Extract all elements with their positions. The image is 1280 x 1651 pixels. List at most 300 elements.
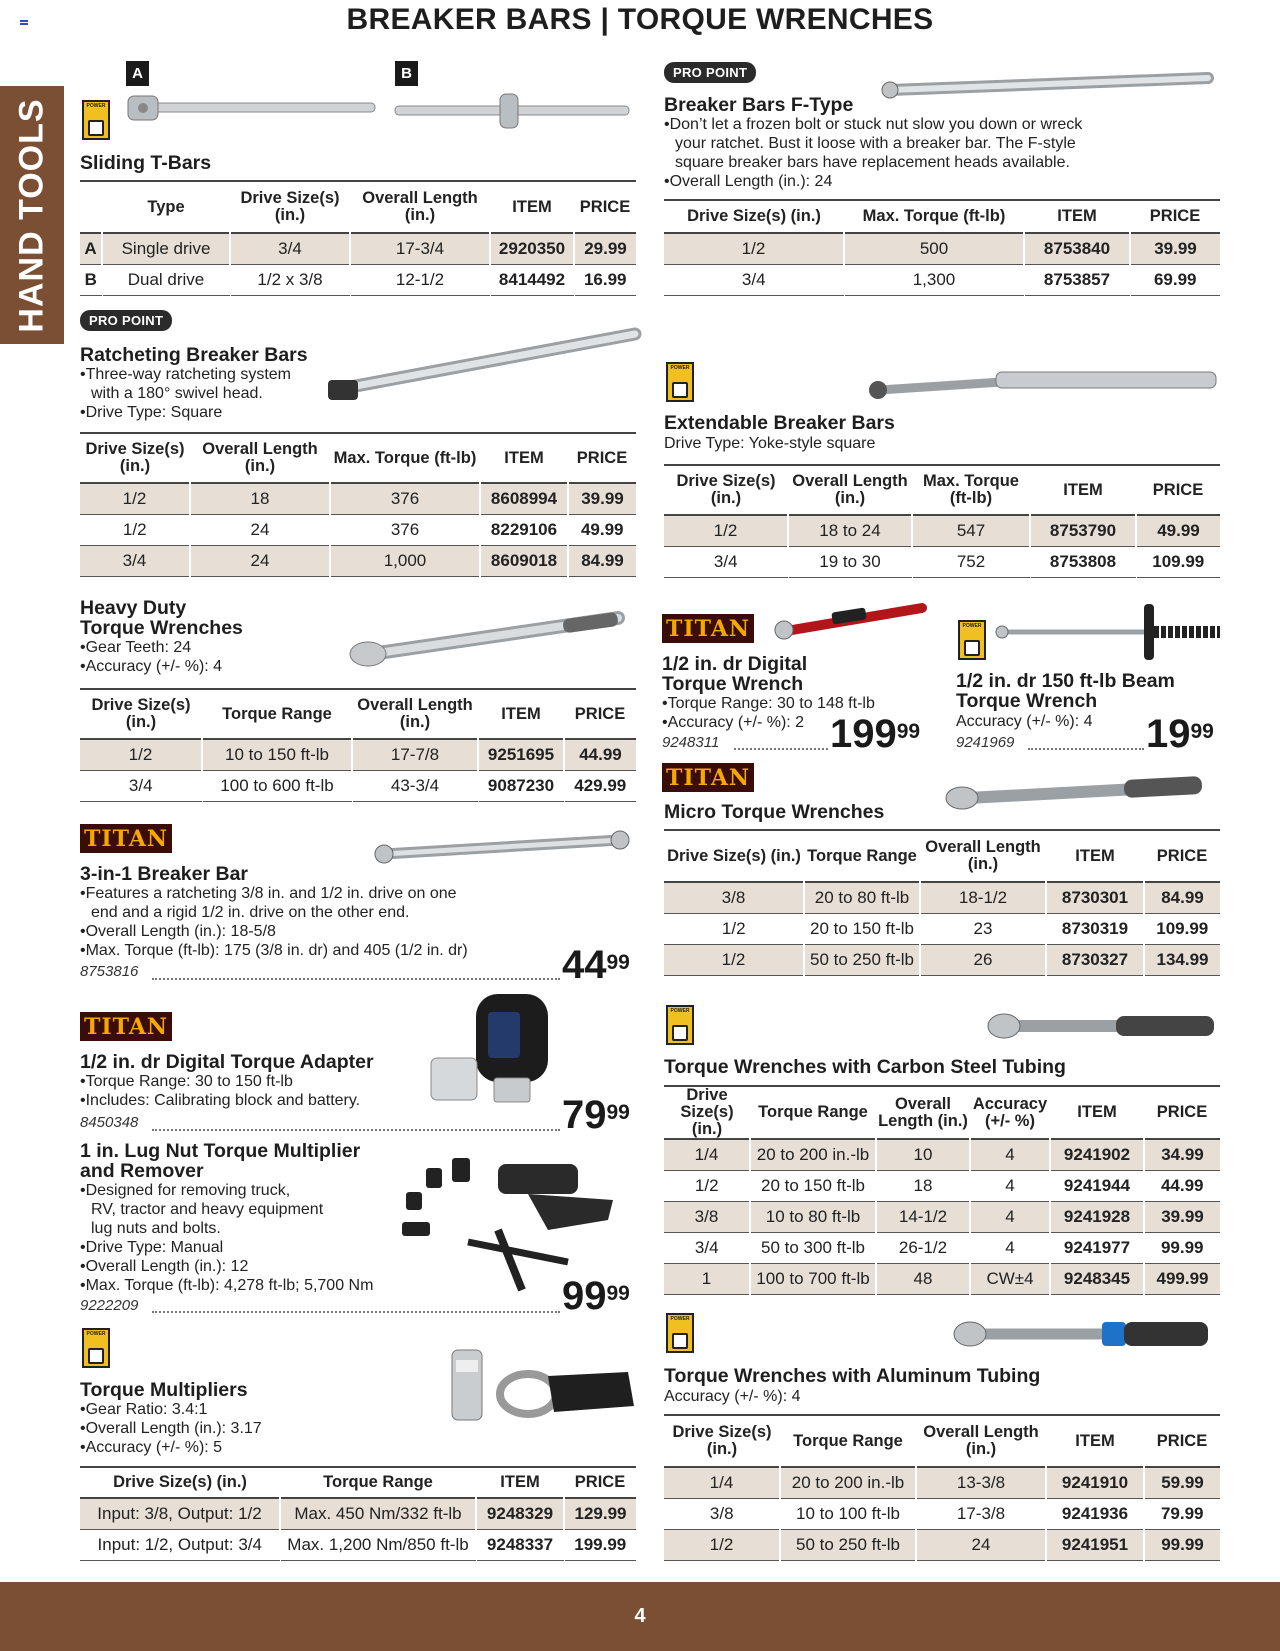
carbon-table (664, 1085, 1220, 1295)
micro-wrench-image (944, 772, 1210, 812)
cell: 1/2 (80, 739, 202, 770)
cell: 752 (956, 551, 986, 571)
t-bars-title: Sliding T-Bars (80, 152, 212, 174)
cell: 14-1/2 (876, 1201, 970, 1232)
bullet: •Torque Range: 30 to 148 ft-lb (662, 695, 875, 712)
bullet: •Overall Length (in.): 24 (664, 173, 833, 190)
ratcheting-bar-image (325, 326, 640, 406)
col-header: Torque Range (323, 1473, 433, 1491)
cell: 1/2 (664, 233, 844, 264)
cell: 10 to 150 ft-lb (202, 739, 352, 770)
multipliers-table (80, 1466, 636, 1561)
table-row (664, 233, 1220, 264)
item-number: 9248337 (486, 1534, 554, 1554)
t-bar-a-image (125, 92, 375, 126)
micro-table (664, 829, 1220, 976)
digital-adapter-price (562, 1095, 630, 1135)
cell: 1/2 (694, 1175, 719, 1195)
lug-nut-title (80, 1141, 360, 1181)
col-header: Overall Length (in.) (925, 838, 1041, 873)
side-tab-label: HAND TOOLS (12, 97, 51, 333)
digital-adapter-sku: 8450348 (80, 1114, 139, 1131)
table-row (80, 233, 636, 264)
item-number: 8730319 (1061, 918, 1129, 938)
aluminum-title: Torque Wrenches with Aluminum Tubing (664, 1365, 1041, 1387)
col-header: PRICE (576, 448, 628, 467)
cell: 18 (913, 1175, 933, 1195)
titan-logo: TITAN (80, 824, 172, 853)
cell: 376 (330, 483, 480, 514)
bullet: •Overall Length (in.): 3.17 (80, 1420, 262, 1437)
cell: 20 to 200 in.-lb (750, 1139, 876, 1170)
pro-point-badge: PRO POINT (80, 310, 172, 331)
cell: 18 to 24 (788, 515, 912, 546)
dot-leader (152, 978, 560, 980)
bullet: square breaker bars have replacement heads available. (675, 154, 1070, 171)
cell: 1/2 x 3/8 (257, 269, 323, 289)
power-fist-logo: POWER (82, 1328, 110, 1368)
cell: 3/4 (694, 1237, 719, 1257)
micro-title: Micro Torque Wrenches (664, 801, 885, 823)
extendable-bar-image (866, 362, 1222, 402)
title-line: 1/2 in. dr 150 ft-lb Beam (956, 670, 1175, 692)
cell: 17-7/8 (352, 739, 478, 770)
heavy-duty-description (80, 638, 222, 676)
cell: 3/4 (128, 775, 153, 795)
col-header: Overall Length (in.) (878, 1094, 968, 1130)
price: 44.99 (1160, 1175, 1204, 1195)
col-header: PRICE (574, 1473, 626, 1491)
ratcheting-description (80, 365, 291, 422)
title-line: Torque Wrench (956, 690, 1098, 712)
bullet: •Max. Torque (ft-lb): 175 (3/8 in. dr) and 405 (1/2 in. dr) (80, 942, 468, 959)
price: 29.99 (574, 233, 636, 264)
cell: 1 (664, 1263, 750, 1294)
item-number: 9241910 (1046, 1467, 1144, 1498)
ratcheting-table (80, 432, 636, 577)
bullet: •Gear Ratio: 3.4:1 (80, 1401, 208, 1418)
price: 59.99 (1144, 1467, 1220, 1498)
col-header: Drive Size(s) (in.) (672, 1423, 772, 1458)
bullet: RV, tractor and heavy equipment (91, 1201, 324, 1218)
col-header: Drive Size(s) (in.) (240, 189, 340, 224)
cell: 18 (190, 483, 330, 514)
col-header: Drive Size(s) (in.) (687, 207, 821, 225)
table-row (80, 1529, 636, 1560)
power-fist-logo: POWER (666, 1005, 694, 1045)
digital-wrench-title (662, 654, 807, 694)
table-row (80, 770, 636, 801)
bullet: •Accuracy (+/- %): 5 (80, 1439, 223, 1456)
price: 49.99 (580, 519, 624, 539)
ratcheting-title: Ratcheting Breaker Bars (80, 344, 308, 366)
table-row (80, 739, 636, 770)
f-type-bar-image (876, 66, 1218, 102)
cell: 24 (916, 1529, 1046, 1560)
dot-leader (1028, 748, 1144, 750)
three-in-one-price (562, 945, 630, 985)
bullet: end and a rigid 1/2 in. drive on the other end. (91, 904, 410, 921)
col-header: Overall Length (in.) (792, 472, 908, 507)
col-header: Max. Torque (ft-lb) (862, 207, 1006, 225)
price: 79.99 (1160, 1503, 1204, 1523)
cell: 1/2 (664, 515, 788, 546)
item-number: 9087230 (487, 775, 555, 795)
bullet: your ratchet. Bust it loose with a breaker bar. The F-style (675, 135, 1076, 152)
title-line: 1/2 in. dr Digital (662, 653, 808, 675)
f-type-table (664, 199, 1220, 296)
cell: 3/4 (80, 545, 190, 576)
cell: 1/2 (664, 1529, 780, 1560)
title-line: Torque Wrenches (80, 617, 243, 639)
cell: 4 (1005, 1237, 1015, 1257)
table-row (664, 1467, 1220, 1498)
item-number: 9241928 (1050, 1201, 1144, 1232)
col-header: Drive Size(s) (in.) (676, 472, 776, 507)
digital-adapter-description (80, 1072, 360, 1110)
three-in-one-bar-image (372, 828, 632, 864)
cell: 12-1/2 (395, 269, 445, 289)
price: 39.99 (1144, 1201, 1220, 1232)
cell: 20 to 80 ft-lb (804, 882, 920, 913)
cell: 4 (1005, 1175, 1015, 1195)
price: 84.99 (568, 545, 636, 576)
heavy-duty-wrench-image (348, 608, 626, 668)
cell: 13-3/8 (916, 1467, 1046, 1498)
cell: 3/4 (741, 269, 766, 289)
bullet: •Max. Torque (ft-lb): 4,278 ft-lb; 5,700 Nm (80, 1277, 374, 1294)
item-number: 9248329 (476, 1498, 564, 1529)
col-header: ITEM (512, 197, 552, 216)
cell: 20 to 150 ft-lb (810, 918, 914, 938)
extendable-subtitle: Drive Type: Yoke-style square (664, 435, 876, 452)
price: 39.99 (568, 483, 636, 514)
titan-logo: TITAN (662, 614, 754, 643)
lug-nut-price (562, 1276, 630, 1316)
dot-leader (734, 748, 828, 750)
item-number: 8753840 (1024, 233, 1130, 264)
col-header: Overall Length (in.) (357, 696, 473, 731)
col-header: Drive Size(s) (in.) (667, 846, 801, 865)
cell: 1/4 (664, 1139, 750, 1170)
extendable-title: Extendable Breaker Bars (664, 412, 895, 434)
bullet: •Three-way ratcheting system (80, 366, 292, 383)
table-row (664, 1498, 1220, 1529)
price: 134.99 (1144, 944, 1220, 975)
cell: 100 to 700 ft-lb (750, 1263, 876, 1294)
price-dollars: 99 (562, 1274, 607, 1318)
torque-multiplier-image (448, 1346, 638, 1426)
col-header: Overall Length (in.) (202, 440, 318, 475)
title-line: Heavy Duty (80, 597, 187, 619)
cell: 500 (844, 233, 1024, 264)
cell: CW±4 (970, 1263, 1050, 1294)
f-type-title: Breaker Bars F-Type (664, 94, 854, 116)
lug-nut-description (80, 1181, 373, 1295)
table-row (664, 264, 1220, 295)
power-fist-logo: POWER (666, 362, 694, 402)
digital-wrench-price (830, 714, 920, 754)
table-row (664, 1263, 1220, 1294)
bullet: •Torque Range: 30 to 150 ft-lb (80, 1073, 293, 1090)
beam-wrench-title (956, 671, 1175, 711)
table-row (664, 1232, 1220, 1263)
cell: 1/2 (122, 519, 147, 539)
cell: 17-3/4 (350, 233, 490, 264)
cell: 3/8 (709, 1503, 734, 1523)
item-number: 9241902 (1050, 1139, 1144, 1170)
price: 109.99 (1156, 918, 1209, 938)
table-row (664, 515, 1220, 546)
cell: 100 to 600 ft-lb (220, 775, 334, 795)
price: 39.99 (1130, 233, 1220, 264)
extendable-table (664, 464, 1220, 578)
col-header (80, 181, 102, 233)
price: 99.99 (1160, 1237, 1204, 1257)
price-dollars: 199 (830, 712, 897, 756)
table-row (664, 1170, 1220, 1201)
col-header: Max. Torque (ft-lb) (923, 472, 1019, 507)
price-dollars: 44 (562, 943, 607, 987)
bullet: •Drive Type: Square (80, 404, 223, 421)
price: 99.99 (1144, 1529, 1220, 1560)
col-header: PRICE (1156, 1103, 1208, 1121)
cell: 17-3/8 (956, 1503, 1006, 1523)
table-row (664, 1139, 1220, 1170)
pro-point-badge: PRO POINT (664, 62, 756, 83)
cell: 50 to 300 ft-lb (761, 1237, 865, 1257)
title-line: and Remover (80, 1160, 204, 1182)
price-dollars: 79 (562, 1093, 607, 1137)
price: 199.99 (574, 1534, 627, 1554)
cell: Single drive (102, 233, 230, 264)
cell: Max. 450 Nm/332 ft-lb (280, 1498, 476, 1529)
col-header: Overall Length (in.) (923, 1423, 1039, 1458)
item-number: 8753857 (1043, 269, 1111, 289)
col-header: ITEM (1063, 480, 1103, 499)
item-number: 8730327 (1046, 944, 1144, 975)
bullet: with a 180° swivel head. (91, 385, 263, 402)
price: 69.99 (1153, 269, 1197, 289)
cell: 24 (190, 545, 330, 576)
three-in-one-sku: 8753816 (80, 963, 139, 980)
cell: 3/8 (664, 1201, 750, 1232)
price-dollars: 19 (1146, 712, 1191, 756)
digital-wrench-sku: 9248311 (662, 734, 720, 751)
cell: 10 to 100 ft-lb (796, 1503, 900, 1523)
item-number: 8730301 (1046, 882, 1144, 913)
page-footer (0, 1582, 1280, 1651)
col-header: Drive Size(s) (in.) (85, 440, 185, 475)
price-cents: 99 (896, 720, 921, 743)
digital-adapter-image (428, 990, 558, 1110)
power-fist-logo: POWER (666, 1313, 694, 1353)
heavy-duty-title (80, 598, 243, 638)
cell: 10 to 80 ft-lb (750, 1201, 876, 1232)
item-number: 8609018 (480, 545, 568, 576)
label-b: B (395, 61, 418, 86)
table-row (664, 1201, 1220, 1232)
dot-leader (152, 1311, 560, 1313)
item-number: 9241944 (1063, 1175, 1131, 1195)
cell: 48 (876, 1263, 970, 1294)
aluminum-table (664, 1414, 1220, 1561)
item-number: 9251695 (478, 739, 564, 770)
col-header: Torque Range (758, 1103, 868, 1121)
t-bars-table (80, 180, 636, 296)
aluminum-wrench-image (952, 1314, 1212, 1356)
cell: 547 (912, 515, 1030, 546)
item-number: 8753790 (1030, 515, 1136, 546)
col-header: PRICE (574, 704, 626, 723)
table-row (80, 483, 636, 514)
three-in-one-title: 3-in-1 Breaker Bar (80, 863, 248, 885)
cell: Input: 3/8, Output: 1/2 (80, 1498, 280, 1529)
item-number: 8229106 (490, 519, 558, 539)
dot-leader (152, 1129, 560, 1131)
item-number: 8608994 (480, 483, 568, 514)
cell: Dual drive (127, 269, 205, 289)
label-a: A (126, 61, 149, 86)
item-number: 8414492 (498, 269, 566, 289)
price: 16.99 (583, 269, 627, 289)
price-cents: 99 (1190, 720, 1214, 743)
table-row (664, 546, 1220, 577)
cell: 3/4 (713, 551, 738, 571)
titan-logo: TITAN (80, 1012, 172, 1041)
price: 109.99 (1152, 551, 1205, 571)
title-line: Torque Wrench (662, 673, 804, 695)
price-cents: 99 (606, 951, 630, 974)
cell: B (84, 269, 97, 289)
col-header: ITEM (500, 1473, 540, 1491)
item-number: 9248345 (1050, 1263, 1144, 1294)
beam-wrench-description: Accuracy (+/- %): 4 (956, 713, 1093, 730)
col-header: PRICE (1156, 846, 1208, 865)
price: 49.99 (1136, 515, 1220, 546)
col-header: PRICE (1156, 1431, 1208, 1450)
col-header: ITEM (1057, 207, 1097, 225)
cell: 1/2 (80, 483, 190, 514)
table-row (664, 882, 1220, 913)
cell: 50 to 250 ft-lb (780, 1529, 916, 1560)
cell: 1/2 (721, 918, 746, 938)
cell: 4 (970, 1201, 1050, 1232)
col-header: Drive Size(s) (in.) (680, 1086, 734, 1138)
table-row (80, 1498, 636, 1529)
price: 499.99 (1144, 1263, 1220, 1294)
cell: 1/2 (664, 944, 804, 975)
cell: 20 to 200 in.-lb (780, 1467, 916, 1498)
item-number: 9241951 (1046, 1529, 1144, 1560)
bullet: •Drive Type: Manual (80, 1239, 224, 1256)
bullet: •Gear Teeth: 24 (80, 639, 192, 656)
cell: Input: 1/2, Output: 3/4 (97, 1534, 262, 1554)
side-tab (0, 86, 64, 344)
power-fist-logo: POWER (82, 100, 110, 140)
col-header: Drive Size(s) (in.) (91, 696, 191, 731)
table-row (80, 514, 636, 545)
col-header: ITEM (1077, 1103, 1117, 1121)
cell: 43-3/4 (390, 775, 440, 795)
item-number: 8753808 (1049, 551, 1117, 571)
table-row (80, 545, 636, 576)
bullet: •Overall Length (in.): 18-5/8 (80, 923, 276, 940)
col-header: Type (147, 197, 185, 216)
bullet: •Don’t let a frozen bolt or stuck nut slow you down or wreck (664, 116, 1083, 133)
cell: 20 to 150 ft-lb (761, 1175, 865, 1195)
three-in-one-description (80, 884, 468, 960)
beam-wrench-image (994, 600, 1222, 662)
price: 84.99 (1144, 882, 1220, 913)
price-cents: 99 (606, 1282, 630, 1305)
cell: 24 (250, 519, 270, 539)
beam-wrench-sku: 9241969 (956, 734, 1015, 751)
col-header: Torque Range (793, 1431, 903, 1450)
col-header: ITEM (501, 704, 541, 723)
cell: 18-1/2 (920, 882, 1046, 913)
cell: Max. 1,200 Nm/850 ft-lb (287, 1534, 469, 1554)
digital-adapter-title: 1/2 in. dr Digital Torque Adapter (80, 1051, 374, 1073)
lug-nut-sku: 9222209 (80, 1297, 139, 1314)
t-bar-b-image (392, 92, 632, 132)
price: 44.99 (564, 739, 636, 770)
multipliers-description (80, 1400, 262, 1457)
col-header: Overall Length (in.) (362, 189, 478, 224)
price: 129.99 (564, 1498, 636, 1529)
cell: 10 (876, 1139, 970, 1170)
cell: 50 to 250 ft-lb (804, 944, 920, 975)
cell: 3/4 (230, 233, 350, 264)
col-header: Accuracy (+/- %) (972, 1094, 1048, 1130)
col-header: ITEM (1075, 1431, 1115, 1450)
table-row (664, 913, 1220, 944)
col-header: PRICE (1152, 480, 1204, 499)
col-header: ITEM (1075, 846, 1115, 865)
price: 34.99 (1144, 1139, 1220, 1170)
bullet: •Features a ratcheting 3/8 in. and 1/2 in. drive on one (80, 885, 457, 902)
col-header: PRICE (1149, 207, 1201, 225)
table-row (664, 1529, 1220, 1560)
bullet: •Includes: Calibrating block and battery. (80, 1092, 361, 1109)
col-header: Max. Torque (ft-lb) (333, 448, 477, 467)
item-number: 2920350 (490, 233, 574, 264)
heavy-duty-table (80, 688, 636, 802)
cell: 19 to 30 (819, 551, 881, 571)
col-header: Torque Range (222, 704, 332, 723)
cell: 23 (973, 918, 993, 938)
col-header: PRICE (579, 197, 631, 216)
item-number: 9241936 (1061, 1503, 1129, 1523)
power-fist-logo: POWER (958, 620, 986, 660)
bullet: •Accuracy (+/- %): 2 (662, 714, 805, 731)
bullet: •Accuracy (+/- %): 4 (80, 658, 223, 675)
digital-wrench-image (772, 600, 932, 640)
bullet: lug nuts and bolts. (91, 1220, 221, 1237)
cell: 26-1/2 (898, 1237, 948, 1257)
cell: 3/8 (664, 882, 804, 913)
titan-logo: TITAN (662, 763, 754, 792)
title-line: 1 in. Lug Nut Torque Multiplier (80, 1140, 361, 1162)
cell: 1/4 (664, 1467, 780, 1498)
bullet: •Overall Length (in.): 12 (80, 1258, 249, 1275)
bullet: •Designed for removing truck, (80, 1182, 291, 1199)
price-cents: 99 (606, 1101, 630, 1124)
multipliers-title: Torque Multipliers (80, 1379, 248, 1401)
cell: 4 (970, 1139, 1050, 1170)
cell: 26 (920, 944, 1046, 975)
page-title: BREAKER BARS | TORQUE WRENCHES (346, 3, 934, 36)
